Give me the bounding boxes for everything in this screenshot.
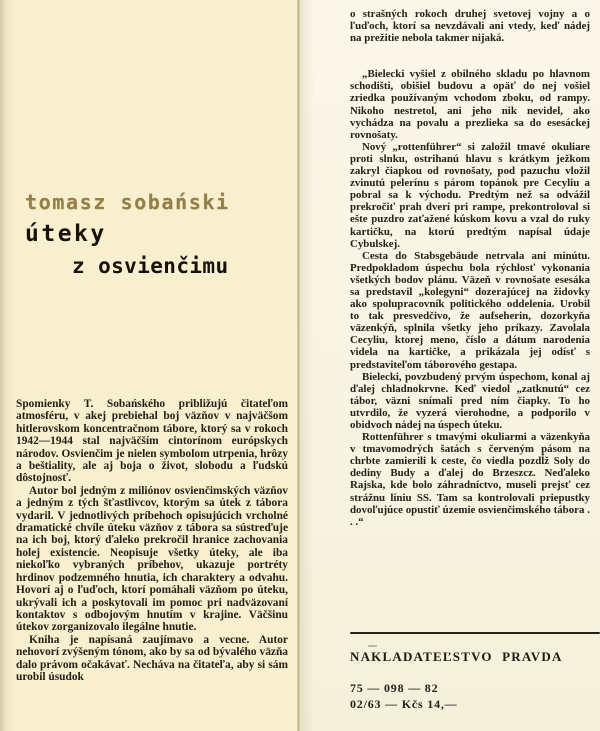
excerpt-paragraph-2: Nový „rottenführer“ si založil tmavé okuliare proti slnku, ostrihanú hlavu s krátkym ježkom zakryl čiapkou od rovnošaty, pod pazuchu vložil zvinutú pelerínu s párom topánok pre Cecyliu a pobral sa k východu. Predtým než sa odvážil prekročiť prah dverí pri rampe, prekontroloval si ešte puzdro zaťažené kúskom kovu a vzal do ruky kartičku, na ktorú predtým napísal údaje Cybulskej. <box>350 140 590 250</box>
book-title-line2: z osvienčimu <box>72 254 229 278</box>
author-name: tomasz sobański <box>25 190 230 214</box>
book-title-line1: úteky <box>25 221 107 247</box>
excerpt-text-block <box>350 8 590 528</box>
flap-paragraph-2: Autor bol jedným z miliónov osvienčimských väzňov a jedným z tých šťastlivcov, ktorým sa útek z tábora vydaril. V jednotlivých príbehoch opisujúcich vrcholné dramatické chvíle úteku väzňov z tábora sa sústreďuje na ich boj, ktorý ďaleko prekročil hranice zachovania holej existencie. Neopisuje všetky úteky, ale iba niekoľko vybraných príbehov, ukazuje portréty hrdinov podzemného hnutia, ich charaktery a odvahu. Hovorí aj o ľuďoch, ktorí pomáhali väzňom po úteku, ukrývali ich a poskytovali im pomoc pri nadväzovaní kontaktov s odbojovým hnutím v krajine. Väčšinu útekov zorganizovalo ilegálne hnutie. <box>16 484 288 634</box>
price-code: 02/63 — Kčs 14,— <box>350 697 458 711</box>
text-page <box>300 0 600 731</box>
flap-paragraph-3: Kniha je napísaná zaujímavo a vecne. Autor nehovorí zvýšeným tónom, ako by sa od bývalého väzňa dalo právom očakávať. Necháva na čitateľa, aby si sám urobil úsudok <box>16 633 288 683</box>
publisher-name: NAKLADATEĽSTVO PRAVDA <box>350 649 563 664</box>
excerpt-paragraph-3: Cesta do Stabsgebäude netrvala ani minútu. Predpokladom úspechu bola rýchlosť vykonania všetkých bodov plánu. Väzeň v rovnošate esesáka sa predstavil „kolegyni“ dozerajúcej na židovky ako spolupracovník politického oddelenia. Urobil to tak presvedčivo, že aufseherin, dozorkyňa väzenkýň, splnila všetky jeho príkazy. Zavolala Cecyliu, ktorej meno, číslo a dátum narodenia videla na kartičke, a prikázala jej odísť s predstaviteľom táborového gestapa. <box>350 249 590 371</box>
flap-annotation-text <box>16 398 288 683</box>
excerpt-paragraph-1: „Bielecki vyšiel z obilného skladu po hlavnom schodišti, obišiel budovu a opäť do nej vošiel zriedka používaným vchodom zboku, od rampy. Nikoho nestretol, ani jeho nik nevidel, ako vychádza na povalu a prezlieka sa do esesáckej rovnošaty. <box>350 68 590 141</box>
excerpt-paragraph-5: Rottenführer s tmavými okuliarmi a väzenkyňa v tmavomodrých šatách s červeným pásom na chrbte zamierili k ceste, čo viedla pozdĺž Soly do dediny Budy a ďalej do Brzeszcz. Neďaleko Rajska, kde bolo záhradníctvo, museli prejsť cez strážnu líniu SS. Tam sa kontrolovali priepustky dovoľujúce opustiť územie osvienčimského tábora . . .“ <box>350 431 590 528</box>
intro-paragraph: o strašných rokoch druhej svetovej vojny a o ľuďoch, ktorí sa nevzdávali ani vtedy, keď nádej na prežitie nebola takmer nijaká. <box>350 8 590 45</box>
page-edge-shading <box>0 0 14 731</box>
flap-paragraph-1: Spomienky T. Sobańského približujú čitateľom atmosféru, v akej prebiehal boj väzňov v najväčšom hitlerovskom koncentračnom tábore, ktorý sa v rokoch 1942—1944 stal najväčším cintorínom európskych národov. Osvienčim je nielen symbolom utrpenia, hrôzy a beštiality, ale aj boja o život, slobodu a ľudskú dôstojnosť. <box>16 398 288 485</box>
paper-smudge <box>368 645 377 647</box>
excerpt-paragraph-4: Bielecki, povzbudený prvým úspechom, konal aj ďalej chladnokrvne. Keď viedol „zatknutú“ cez tábor, väzni snímali pred ním čiapky. To ho utvrdilo, že vyzerá vierohodne, a podporilo v obidvoch nádej na úspech úteku. <box>350 370 590 431</box>
edition-code: 75 — 098 — 82 <box>350 681 439 695</box>
footer-rule <box>350 632 600 634</box>
